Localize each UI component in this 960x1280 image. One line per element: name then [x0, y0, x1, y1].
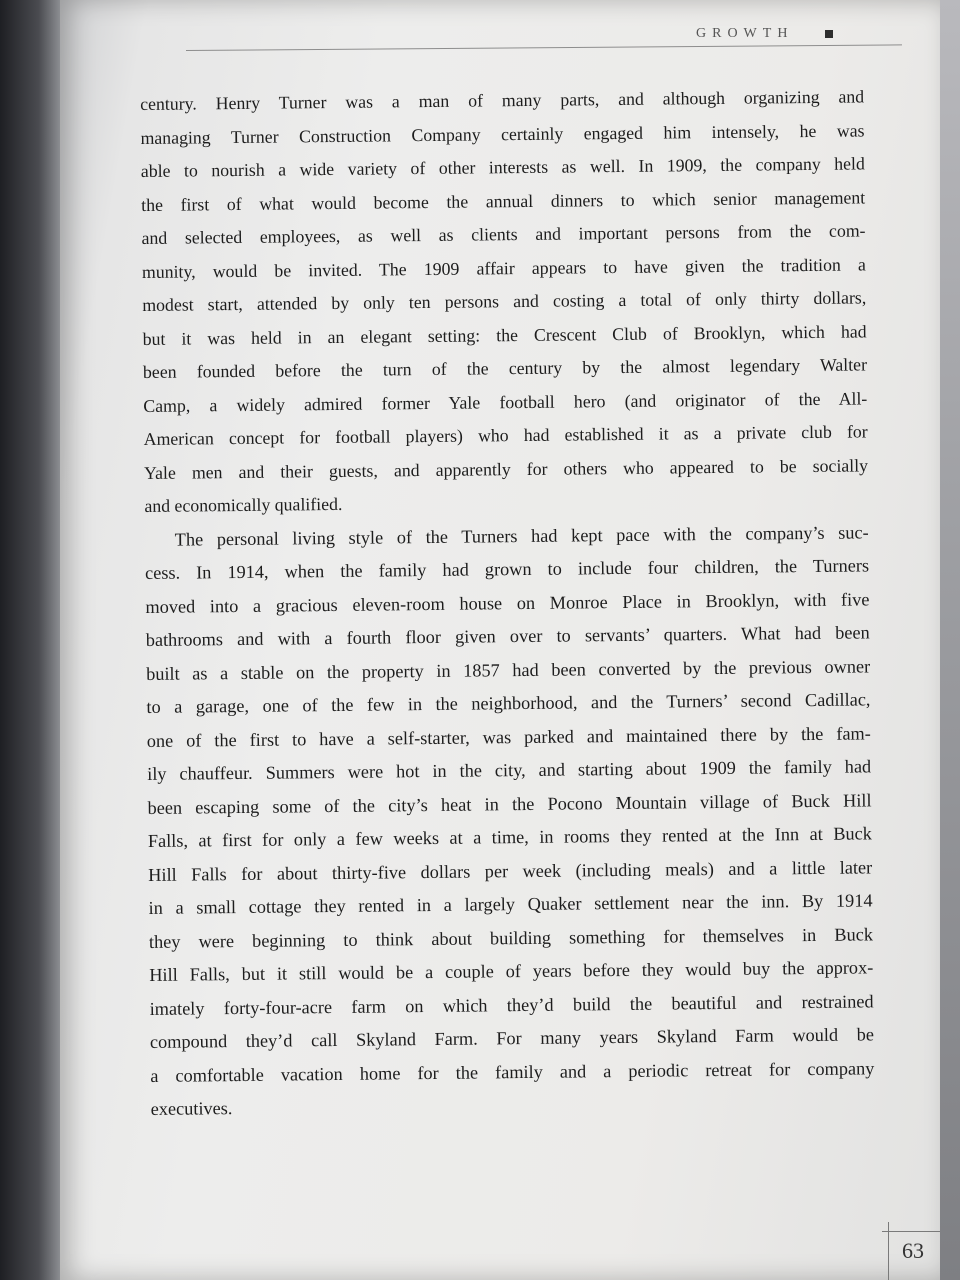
text-line: built as a stable on the property in 1857 had been converted by the previous owner	[146, 655, 871, 684]
folio-rule-horizontal	[882, 1231, 940, 1232]
text-line: Yale men and their guests, and apparently for others who appeared to be socially	[143, 454, 869, 483]
text-line: able to nourish a wide variety of other interests as well. In 1909, the company held	[140, 153, 865, 181]
text-line: but it was held in an elegant setting: the Crescent Club of Brooklyn, which had	[142, 320, 867, 349]
text-line: munity, would be invited. The 1909 affair appears to have given the tradition a	[141, 253, 866, 282]
paragraph-2	[145, 516, 875, 1127]
text-line: executives.	[150, 1098, 233, 1119]
text-line: bathrooms and with a fourth floor given over to servants’ quarters. What had been	[145, 622, 870, 650]
paragraph-1	[140, 80, 869, 523]
text-line: The personal living style of the Turners had kept pace with the company’s suc-	[174, 521, 869, 550]
page-number: 63	[902, 1238, 924, 1263]
text-line: imately forty-four-acre farm on which they’d build the beautiful and restrained	[149, 990, 874, 1019]
text-line: the first of what would become the annual dinners to which senior management	[141, 186, 866, 215]
text-line: one of the first to have a self-starter, was parked and maintained there by the fam-	[146, 722, 871, 751]
text-line: Hill Falls, but it still would be a couple of years before they would buy the approx-	[149, 957, 874, 985]
text-line: century. Henry Turner was a man of many parts, and although organizing and	[140, 86, 865, 114]
body-text	[140, 80, 875, 1126]
text-line: been founded before the turn of the century by the almost legendary Walter	[142, 354, 868, 382]
text-line: been escaping some of the city’s heat in the Pocono Mountain village of Buck Hill	[147, 789, 872, 818]
text-line: managing Turner Construction Company certainly engaged him intensely, he was	[140, 119, 865, 148]
text-line: to a garage, one of the few in the neighborhood, and the Turners’ second Cadillac,	[146, 689, 871, 717]
text-line: Camp, a widely admired former Yale football hero (and originator of the All-	[143, 387, 868, 416]
text-line: and selected employees, as well as clients and important persons from the com-	[141, 220, 866, 248]
text-line: in a small cottage they rented in a largely Quaker settlement near the inn. By 1914	[148, 890, 873, 918]
text-line: cess. In 1914, when the family had grown to include four children, the Turners	[144, 555, 870, 583]
filled-square-icon	[825, 30, 833, 38]
text-line: American concept for football players) who had established it as a private club for	[143, 421, 868, 449]
header-rule	[186, 44, 902, 51]
text-line: compound they’d call Skyland Farm. For many years Skyland Farm would be	[149, 1024, 875, 1052]
text-line: a comfortable vacation home for the family and a periodic retreat for company	[150, 1057, 875, 1086]
text-line: ily chauffeur. Summers were hot in the city, and starting about 1909 the family had	[147, 756, 872, 784]
text-line: Falls, at first for only a few weeks at a time, in rooms they rented at the Inn at Buck	[147, 823, 872, 851]
running-head: GROWTH	[696, 26, 794, 41]
text-line: moved into a gracious eleven-room house on Monroe Place in Brooklyn, with five	[145, 588, 870, 617]
text-line: Hill Falls for about thirty-five dollars per week (including meals) and a little later	[148, 856, 873, 885]
text-line: and economically qualified.	[144, 493, 343, 516]
book-page	[60, 0, 940, 1280]
text-line: modest start, attended by only ten persons and costing a total of only thirty dollars,	[142, 287, 867, 315]
text-line: they were beginning to think about building something for themselves in Buck	[148, 923, 874, 952]
